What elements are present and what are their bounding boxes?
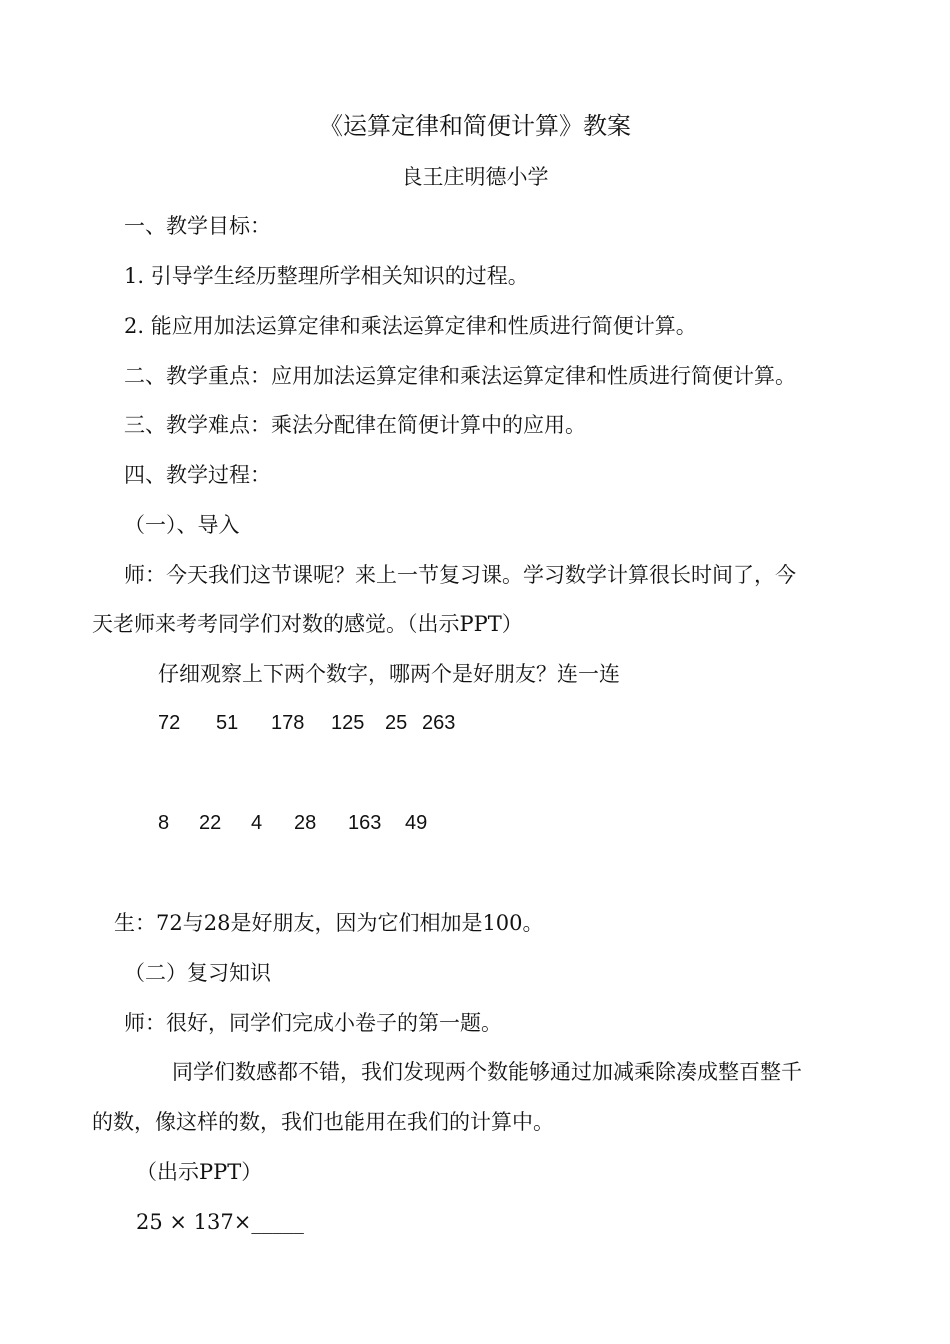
- number-item: 28: [294, 812, 317, 834]
- number-item: 163: [348, 812, 382, 834]
- intro-heading: （一）、导入: [124, 513, 240, 537]
- goal-item-2: 2. 能应用加法运算定律和乘法运算定律和性质进行简便计算。: [124, 314, 697, 338]
- number-item: 49: [405, 812, 428, 834]
- number-item: 72: [158, 712, 181, 734]
- difficulty: 三、教学难点：乘法分配律在简便计算中的应用。: [124, 413, 586, 437]
- teacher-intro-line-2: 天老师来考考同学们对数的感觉。（出示PPT）: [92, 612, 523, 636]
- goals-heading: 一、教学目标：: [124, 214, 271, 238]
- key-point: 二、教学重点：应用加法运算定律和乘法运算定律和性质进行简便计算。: [124, 364, 796, 388]
- number-item: 263: [422, 712, 456, 734]
- goal-item-1: 1. 引导学生经历整理所学相关知识的过程。: [124, 264, 529, 288]
- number-item: 22: [199, 812, 222, 834]
- process-heading: 四、教学过程：: [124, 463, 271, 487]
- number-item: 4: [251, 812, 263, 834]
- task-prompt: 仔细观察上下两个数字，哪两个是好朋友？连一连: [158, 662, 620, 686]
- number-item: 51: [216, 712, 239, 734]
- review-paragraph-line-2: 的数，像这样的数，我们也能用在我们的计算中。: [92, 1110, 554, 1134]
- review-paragraph-line-1: 同学们数感都不错，我们发现两个数能够通过加减乘除凑成整百整千: [172, 1060, 802, 1084]
- teacher-review-line: 师：很好，同学们完成小卷子的第一题。: [124, 1011, 502, 1035]
- teacher-intro-line-1: 师：今天我们这节课呢？来上一节复习课。学习数学计算很长时间了，今: [124, 563, 796, 587]
- student-answer: 生：72与28是好朋友，因为它们相加是100。: [114, 911, 544, 935]
- number-item: 125: [331, 712, 365, 734]
- review-heading: （二）复习知识: [124, 961, 271, 985]
- number-item: 25: [385, 712, 408, 734]
- top-number-row: [158, 708, 455, 738]
- school-name: 良王庄明德小学: [401, 165, 549, 189]
- bottom-number-row: [158, 808, 427, 838]
- document-title: 《运算定律和简便计算》教案: [319, 112, 631, 140]
- number-item: 8: [158, 812, 170, 834]
- math-expression: 25 × 137×_____: [136, 1210, 304, 1234]
- ppt-note: （出示PPT）: [136, 1160, 263, 1184]
- number-item: 178: [271, 712, 305, 734]
